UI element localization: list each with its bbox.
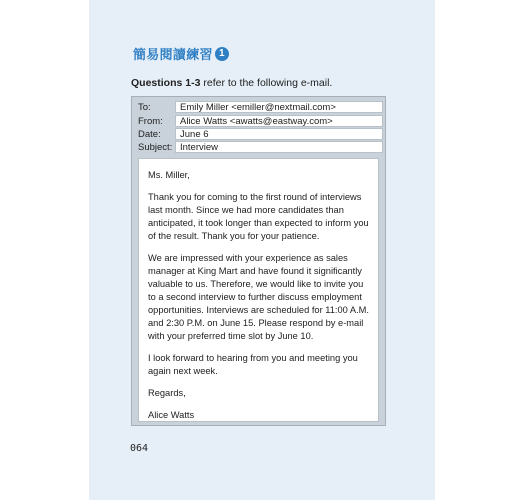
section-number-badge: 1 <box>215 47 229 61</box>
section-title: 簡易閱讀練習 <box>133 48 213 63</box>
questions-text: refer to the following e-mail. <box>200 77 333 89</box>
email-paragraph: I look forward to hearing from you and meeting you again next week. <box>148 353 358 376</box>
page-number: 064 <box>130 443 149 454</box>
header-value: Emily Miller <emiller@nextmail.com> <box>175 101 383 113</box>
header-row-date <box>136 128 383 140</box>
header-value: Alice Watts <awatts@eastway.com> <box>175 115 383 127</box>
questions-range: Questions 1-3 <box>131 77 201 89</box>
email-signature: Alice Watts <box>148 410 195 420</box>
header-row-from <box>136 115 383 127</box>
email-paragraph: We are impressed with your experience as sales manager at King Mart and have found it significantly valuable to us. Therefore, we would like to invite you to a second interview to further discuss employment opportunities. Interviews are scheduled for 11:00 A.M. and 2:30 P.M. on June 15. Please respond by e-mail with your preferred time slot by June 10. <box>148 253 370 341</box>
email-greeting: Ms. Miller, <box>148 170 190 180</box>
header-value: Interview <box>175 141 383 153</box>
questions-instruction <box>131 77 332 89</box>
header-label: To: <box>138 101 151 113</box>
email-closing: Regards, <box>148 388 186 398</box>
header-label: Date: <box>138 128 161 140</box>
email-panel <box>131 96 386 426</box>
header-label: Subject: <box>138 141 173 153</box>
header-value: June 6 <box>175 128 383 140</box>
email-body <box>138 158 379 422</box>
header-row-to <box>136 101 383 113</box>
email-paragraph: Thank you for coming to the first round of interviews last month. Since we had more candidates than anticipated, it took longer than expected to inform you of the result. Thank you for your patience. <box>148 192 369 241</box>
section-heading <box>133 44 229 63</box>
header-label: From: <box>138 115 163 127</box>
header-row-subject <box>136 141 383 153</box>
